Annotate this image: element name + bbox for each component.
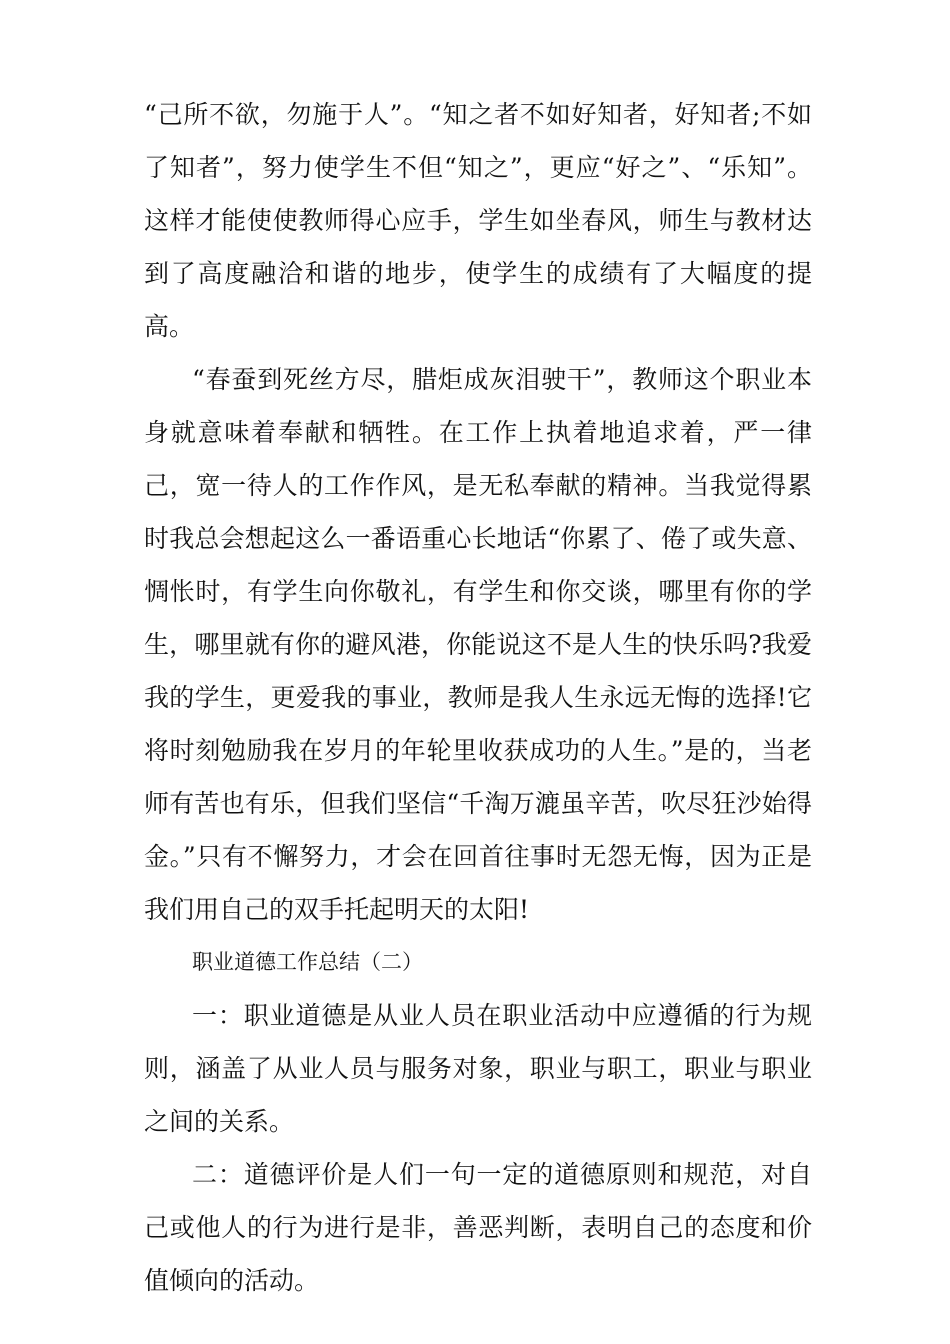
point-two: 二：道德评价是人们一句一定的道德原则和规范，对自己或他人的行为进行是非，善恶判断，表明自己的态度和价值倾向的活动。 [144,1160,812,1295]
paragraph-teaching-method: “己所不欲，勿施于人”。“知之者不如好知者，好知者;不如了知者”，努力使学生不但“知之”，更应“好之”、“乐知”。 这样才能使使教师得心应手，学生如坐春风，师生与教材达到了高度融洽和谐的地步，使学生的成绩有了大幅度的提高。 [144,100,812,341]
document-body [144,88,812,1307]
section-heading: 职业道德工作总结（二） [192,950,423,974]
point-one: 一：职业道德是从业人员在职业活动中应遵循的行为规则，涵盖了从业人员与服务对象，职业与职工，职业与职业之间的关系。 [144,1001,812,1136]
paragraph-teacher-dedication: “春蚕到死丝方尽，腊炬成灰泪驶干”，教师这个职业本身就意味着奉献和牺牲。在工作上执着地追求着，严一律己，宽一待人的工作作风，是无私奉献的精神。当我觉得累时我总会想起这么一番语重心长地话“你累了、倦了或失意、惆怅时，有学生向你敬礼，有学生和你交谈，哪里有你的学生，哪里就有你的避风港，你能说这不是人生的快乐吗?我爱我的学生，更爱我的事业，教师是我人生永远无悔的选择!它将时刻勉励我在岁月的年轮里收获成功的人生。”是的，当老师有苦也有乐，但我们坚信“千淘万漉虽辛苦，吹尽狂沙始得金。”只有不懈努力，才会在回首往事时无怨无悔，因为正是我们用自己的双手托起明天的太阳! [144,365,812,924]
